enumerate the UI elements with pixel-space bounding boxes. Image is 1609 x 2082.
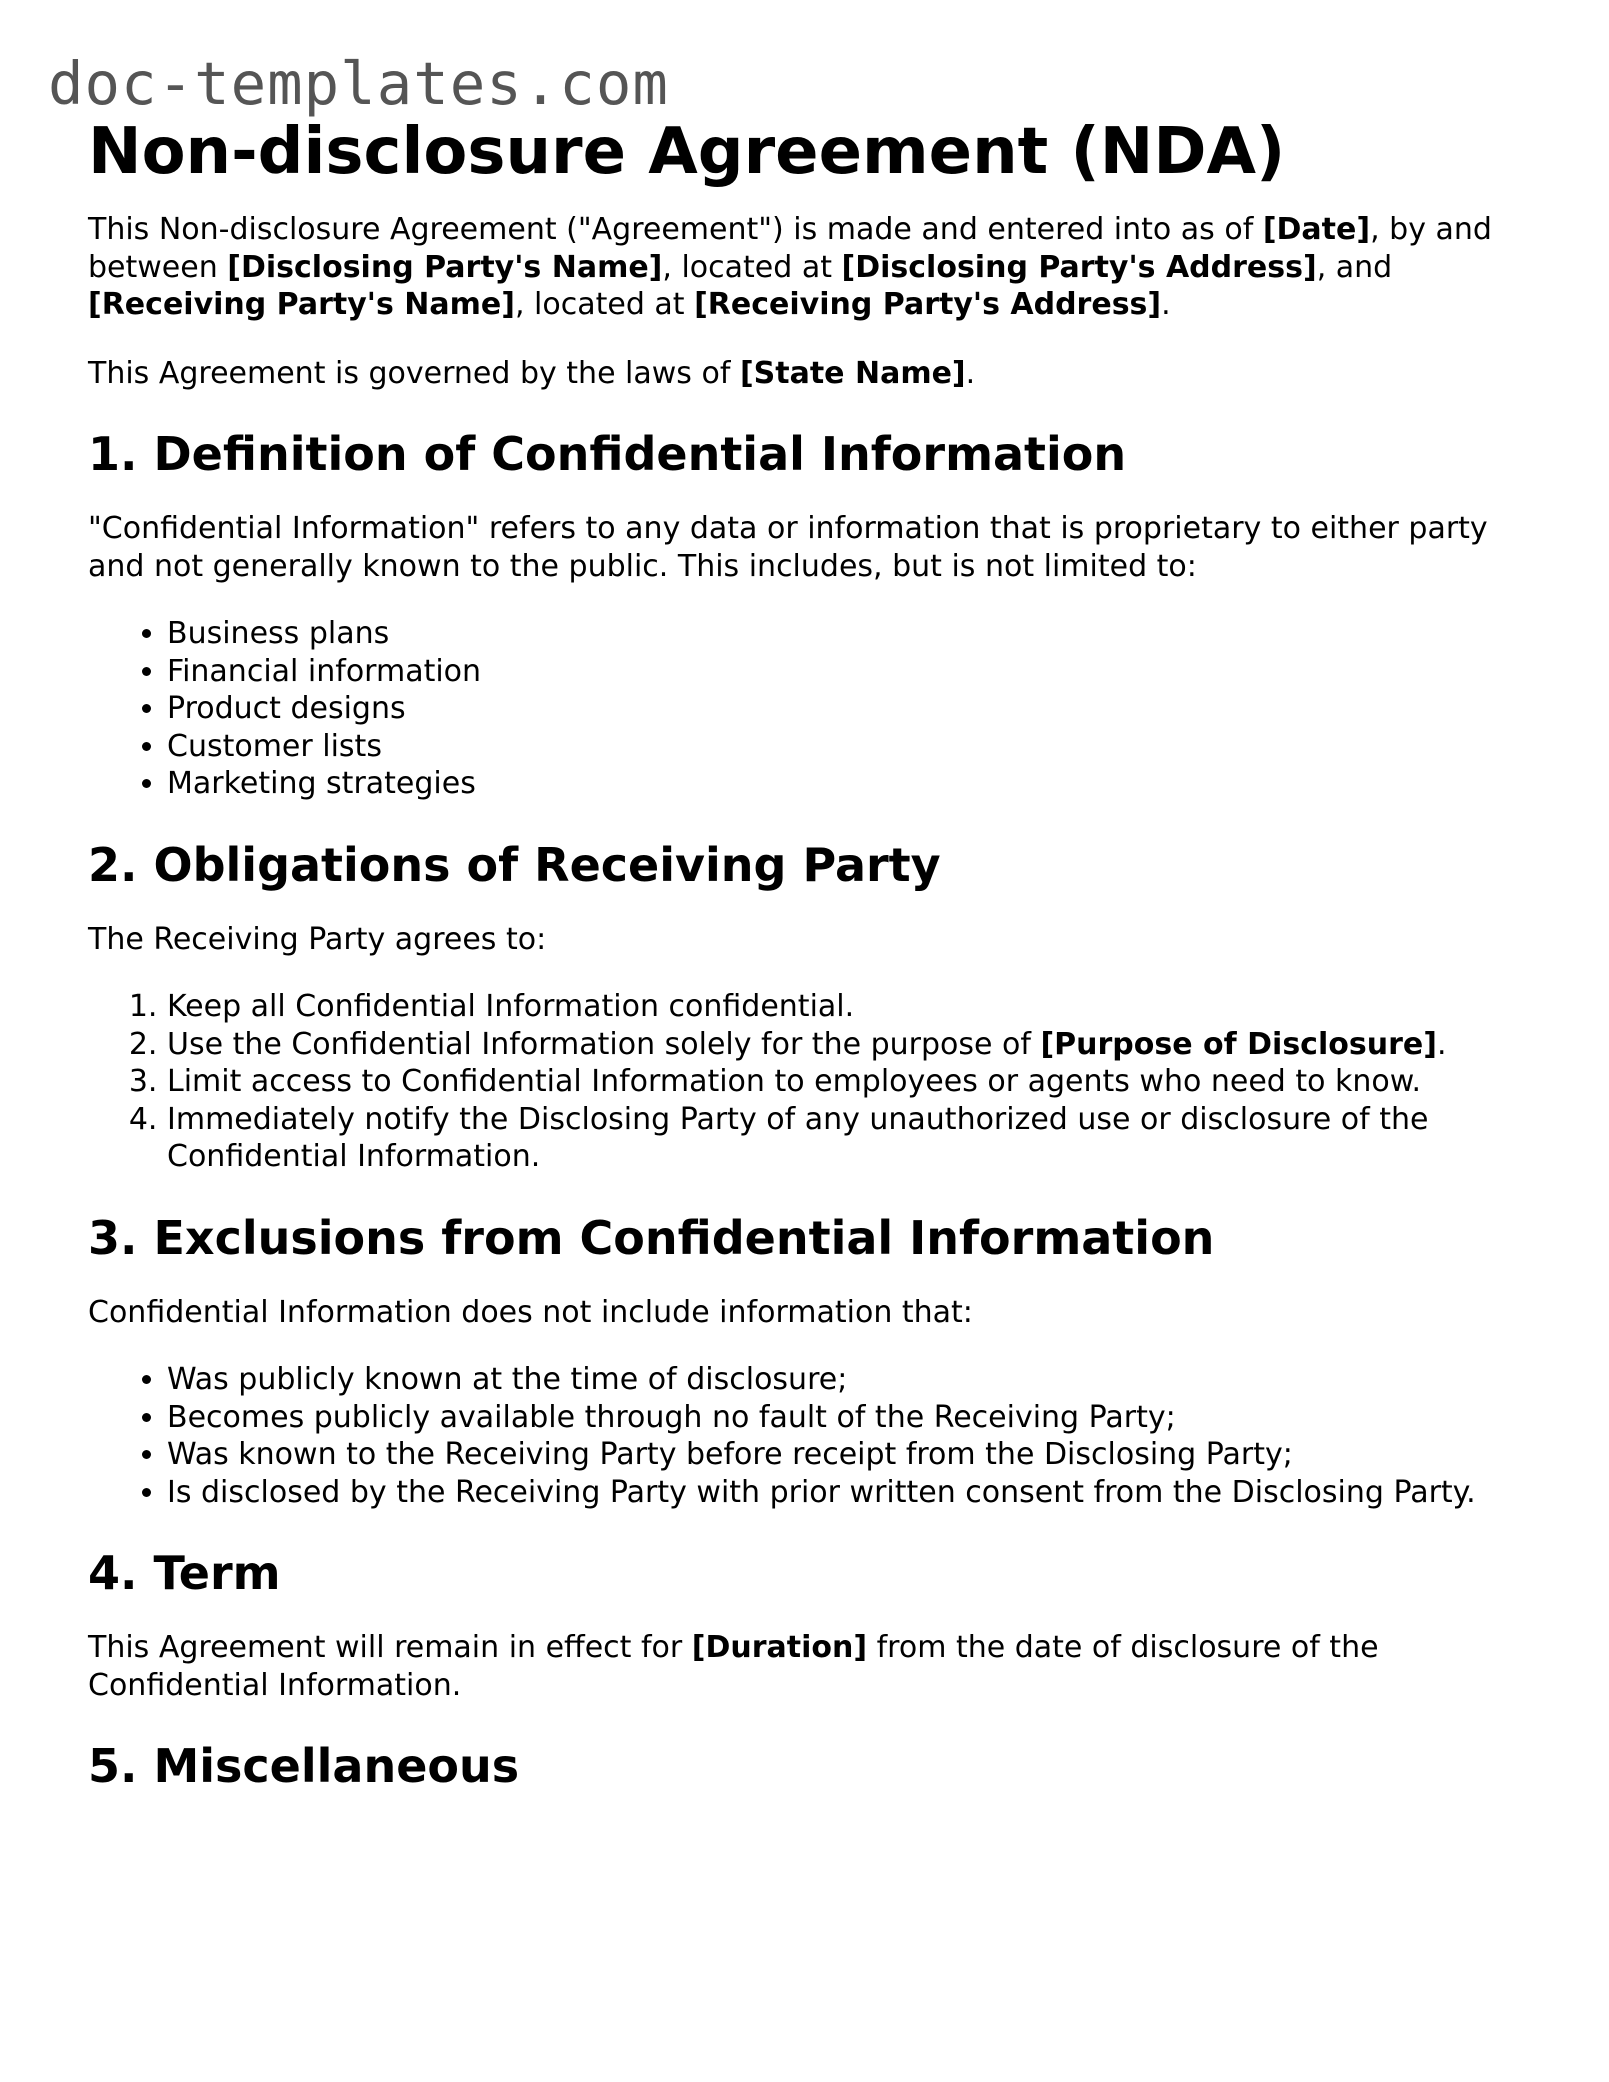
list-item: • Was known to the Receiving Party before receipt from the Disclosing Party; — [167, 1436, 1528, 1474]
list-item: 1. Keep all Confidential Information confidential. — [167, 988, 1528, 1026]
section-1-list — [88, 615, 1528, 803]
state-name-placeholder: [State Name] — [739, 355, 966, 391]
governing-law-paragraph — [88, 355, 1528, 393]
intro-paragraph — [88, 211, 1528, 324]
list-item: • Marketing strategies — [167, 765, 1528, 803]
list-item: • Financial information — [167, 653, 1528, 691]
intro-text: . — [1161, 287, 1171, 322]
list-item: • Product designs — [167, 690, 1528, 728]
section-2-body: The Receiving Party agrees to: — [88, 921, 547, 957]
section-5-heading: 5. Miscellaneous — [88, 1739, 520, 1793]
purpose-placeholder: [Purpose of Disclosure] — [1040, 1026, 1437, 1062]
list-item: • Is disclosed by the Receiving Party with prior written consent from the Disclosing Party. — [167, 1474, 1528, 1512]
receiving-party-address-placeholder: [Receiving Party's Address] — [694, 287, 1162, 322]
date-placeholder: [Date] — [1262, 212, 1371, 247]
section-3-body: Confidential Information does not include information that: — [88, 1294, 973, 1330]
term-text: This Agreement will remain in effect for — [88, 1630, 692, 1665]
intro-text: , located at — [662, 249, 842, 285]
list-item-text: . — [1436, 1026, 1447, 1062]
intro-text: , by and between — [88, 212, 1492, 285]
document-title: Non-disclosure Agreement (NDA) — [88, 115, 1286, 189]
section-2-heading: 2. Obligations of Receiving Party — [88, 837, 941, 892]
list-item-text: Use the Confidential Information solely for the purpose of — [167, 1026, 1041, 1062]
receiving-party-name-placeholder: [Receiving Party's Name] — [88, 287, 515, 322]
intro-text: , located at — [514, 287, 695, 322]
duration-placeholder: [Duration] — [691, 1630, 868, 1665]
list-item: • Was publicly known at the time of disclosure; — [167, 1361, 1528, 1399]
list-item: 4. Immediately notify the Disclosing Party of any unauthorized use or disclosure of the Confidential Information. — [167, 1101, 1528, 1176]
disclosing-party-address-placeholder: [Disclosing Party's Address] — [841, 249, 1317, 285]
section-1-body: "Confidential Information" refers to any data or information that is proprietary to either party and not generally known to the public. This includes, but is not limited to: — [88, 511, 1488, 584]
list-item: 3. Limit access to Confidential Information to employees or agents who need to know. — [167, 1063, 1528, 1101]
intro-text: , and — [1316, 249, 1393, 285]
list-item: • Becomes publicly available through no fault of the Receiving Party; — [167, 1399, 1528, 1437]
section-2-list — [88, 988, 1528, 1176]
disclosing-party-name-placeholder: [Disclosing Party's Name] — [227, 249, 663, 285]
governing-text: . — [965, 355, 976, 391]
intro-text: This Non-disclosure Agreement ("Agreement") is made and entered into as of — [88, 212, 1263, 247]
list-item: • Customer lists — [167, 728, 1528, 766]
section-4-body — [88, 1629, 1528, 1704]
section-4-heading: 4. Term — [88, 1546, 281, 1600]
site-watermark: doc-templates.com — [48, 49, 669, 118]
section-1-heading: 1. Definition of Confidential Information — [88, 427, 1127, 481]
list-item: • Business plans — [167, 615, 1528, 653]
list-item — [167, 1026, 1528, 1064]
governing-text: This Agreement is governed by the laws of — [88, 355, 740, 391]
term-text: from the date of disclosure of the Confidential Information. — [88, 1630, 1379, 1703]
section-3-list — [88, 1361, 1528, 1511]
section-3-heading: 3. Exclusions from Confidential Information — [88, 1210, 1215, 1265]
document-body — [88, 112, 1528, 1796]
